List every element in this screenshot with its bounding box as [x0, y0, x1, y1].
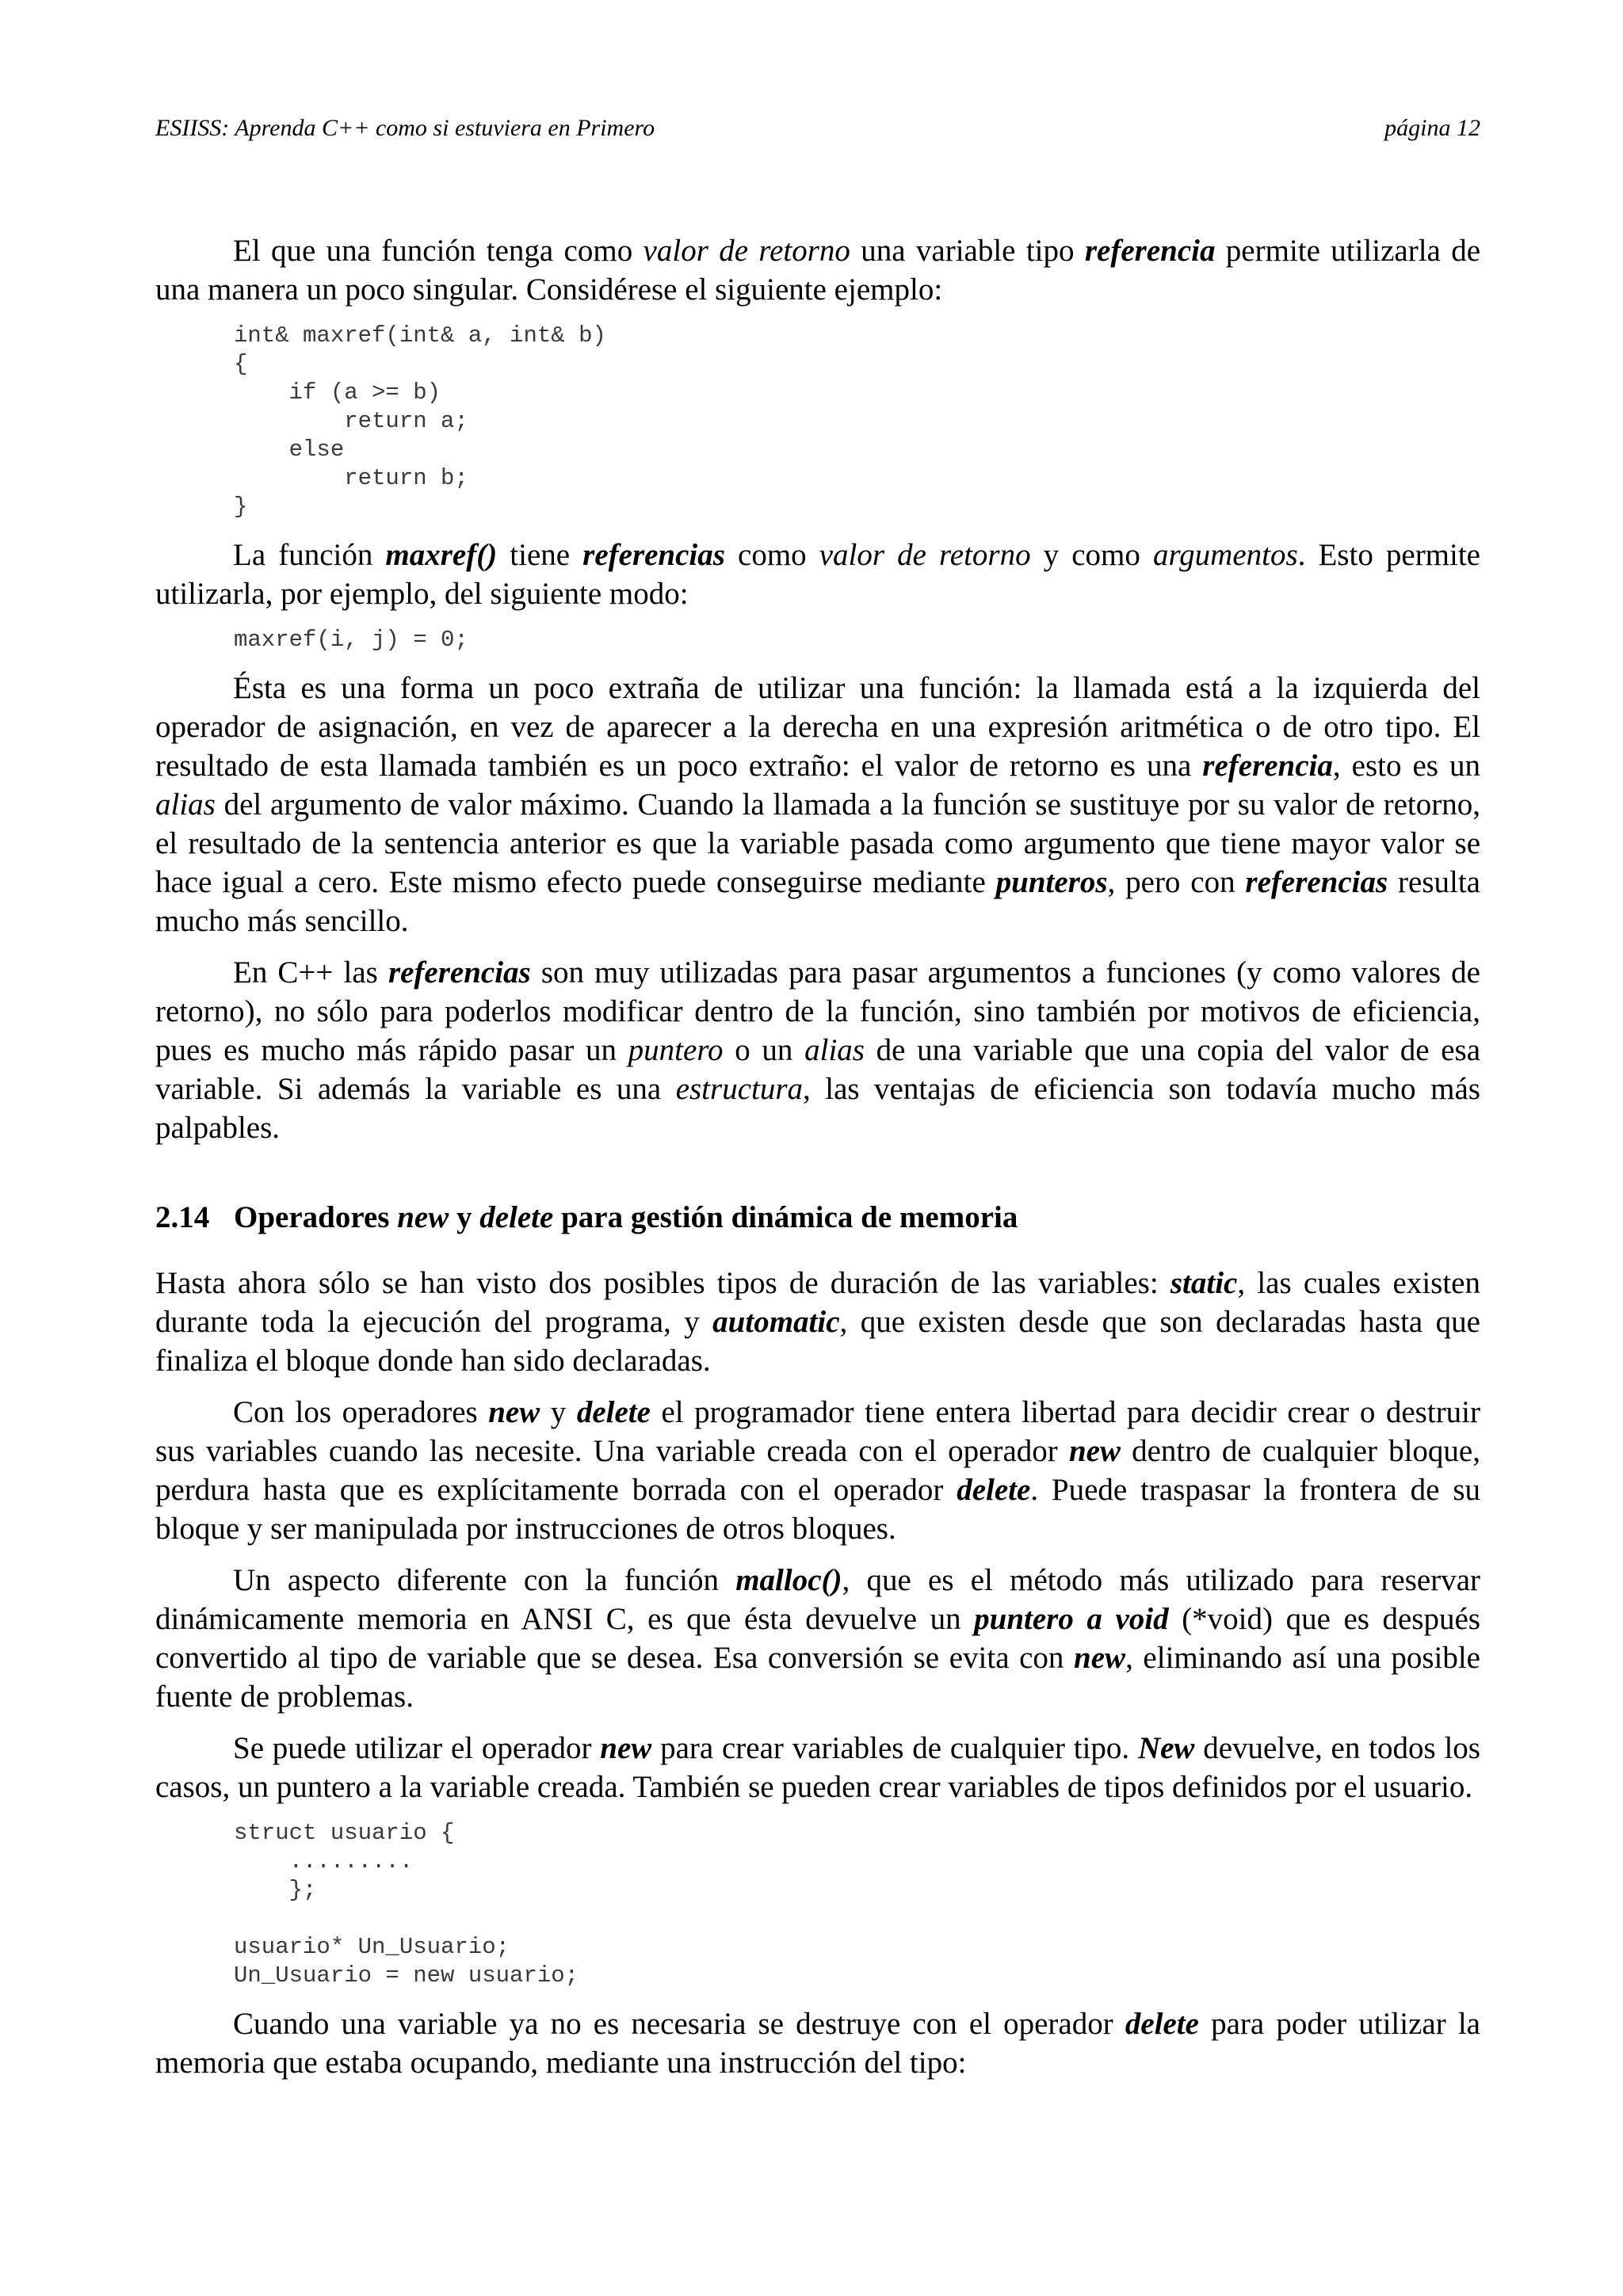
emphasis: valor de retorno: [819, 538, 1031, 572]
text: , las ventajas de eficiencia son todavía mucho más palpables.: [155, 1072, 1480, 1145]
page-body: [155, 231, 1480, 2095]
text: En C++ las: [233, 955, 388, 990]
emphasis: valor de retorno: [643, 234, 850, 268]
keyword: puntero a void: [974, 1602, 1169, 1636]
paragraph-forma-extrana: [155, 669, 1480, 940]
keyword: referencias: [388, 955, 531, 990]
text: , las cuales existen durante toda la ejecución del programa, y: [155, 1266, 1480, 1339]
emphasis: delete: [479, 1200, 554, 1234]
paragraph-referencia-retorno: [155, 231, 1480, 309]
text: y: [540, 1395, 577, 1429]
keyword: referencia: [1202, 749, 1333, 783]
code-block-maxref-call: maxref(i, j) = 0;: [234, 627, 468, 653]
keyword: new: [1068, 1434, 1121, 1468]
keyword: new: [1074, 1641, 1126, 1675]
header-title: ESIISS: Aprenda C++ como si estuviera en Primero: [155, 115, 655, 141]
text: Ésta es una forma un poco extraña de utilizar una función: la llamada está a la izquierda del operador de asignación, en vez de aparecer a la derecha en una expresión aritmética o de otro tipo. El resultado de esta llamada también es un poco extraño: el valor de retorno es una: [155, 671, 1480, 783]
section-number: 2.14: [155, 1200, 210, 1234]
keyword: new: [488, 1395, 540, 1429]
emphasis: puntero: [628, 1033, 724, 1067]
text: para crear variables de cualquier tipo.: [651, 1731, 1138, 1765]
emphasis: alias: [155, 788, 216, 822]
paragraph-maxref: [155, 536, 1480, 613]
text: permite utilizarla de una manera un poco singular. Considérese el siguiente ejemplo:: [155, 234, 1481, 307]
text: , esto es un: [1332, 749, 1480, 783]
emphasis: new: [397, 1200, 449, 1234]
keyword: malloc(): [735, 1563, 842, 1597]
text: Un aspecto diferente con la función: [233, 1563, 736, 1597]
text: del argumento de valor máximo. Cuando la llamada a la función se sustituye por su valor de retorno, el resultado de la sentencia anterior es que la variable pasada como argumento que tiene mayor valor se hace igual a cero. Este mismo efecto puede conseguirse mediante: [155, 788, 1480, 899]
keyword: delete: [1125, 2007, 1199, 2041]
text: una variable tipo: [850, 234, 1085, 268]
text: y como: [1030, 538, 1153, 572]
text: para poder utilizar la memoria que estaba ocupando, mediante una instrucción del tipo:: [155, 2007, 1480, 2080]
text: , que es el método más utilizado para reservar dinámicamente memoria en ANSI C, es que ésta devuelve un: [155, 1563, 1480, 1636]
text: como: [724, 538, 819, 572]
keyword: referencias: [582, 538, 725, 572]
text: Hasta ahora sólo se han visto dos posibles tipos de duración de las variables:: [155, 1266, 1170, 1300]
section-heading: [155, 1198, 1480, 1237]
emphasis: estructura: [675, 1072, 804, 1106]
keyword: punteros: [995, 865, 1108, 899]
text: de una variable que una copia del valor de esa variable. Si además la variable es una: [155, 1033, 1481, 1106]
text: resulta mucho más sencillo.: [155, 865, 1480, 938]
text: Con los operadores: [233, 1395, 489, 1429]
keyword: referencia: [1084, 234, 1216, 268]
header-page-number: página 12: [1384, 115, 1480, 141]
code-block-maxref: int& maxref(int& a, int& b) { if (a >= b) return a; else return b; }: [234, 322, 606, 520]
text: tiene: [497, 538, 583, 572]
text: La función: [233, 538, 386, 572]
keyword: new: [600, 1731, 652, 1765]
text: son muy utilizadas para pasar argumentos a funciones (y como valores de retorno), no sólo para poderlos modificar dentro de la función, sino también por motivos de eficiencia, pues es mucho más rápido pasar un: [155, 955, 1480, 1067]
emphasis: argumentos: [1152, 538, 1298, 572]
paragraph-referencias-cpp: [155, 953, 1480, 1147]
text: devuelve, en todos los casos, un puntero a la variable creada. También se pueden crear variables de tipos definidos por el usuario.: [155, 1731, 1480, 1804]
text: (*void) que es después convertido al tipo de variable que se desea. Esa conversión se evita con: [155, 1602, 1480, 1675]
text: Operadores: [234, 1200, 398, 1234]
text: , que existen desde que son declaradas hasta que finaliza el bloque donde han sido declaradas.: [155, 1305, 1480, 1378]
keyword: static: [1170, 1266, 1238, 1300]
paragraph-duracion-variables: [155, 1264, 1480, 1380]
keyword: New: [1137, 1731, 1195, 1765]
paragraph-new-delete: [155, 1393, 1480, 1548]
text: Cuando una variable ya no es necesaria se destruye con el operador: [233, 2007, 1125, 2041]
text: . Puede traspasar la frontera de su bloque y ser manipulada por instrucciones de otros bloques.: [155, 1473, 1480, 1546]
text: dentro de cualquier bloque, perdura hasta que es explícitamente borrada con el operador: [155, 1434, 1480, 1507]
emphasis: alias: [804, 1033, 865, 1067]
page-header: [155, 111, 1480, 146]
keyword: delete: [957, 1473, 1031, 1507]
text: , pero con: [1107, 865, 1246, 899]
keyword: maxref(): [385, 538, 498, 572]
text: o un: [723, 1033, 805, 1067]
keyword: automatic: [712, 1305, 840, 1339]
paragraph-operador-delete: [155, 2004, 1480, 2082]
text: Se puede utilizar el operador: [233, 1731, 601, 1765]
paragraph-operador-new: [155, 1729, 1480, 1806]
keyword: delete: [576, 1395, 651, 1429]
text: , eliminando así una posible fuente de problemas.: [155, 1641, 1480, 1714]
text: para gestión dinámica de memoria: [553, 1200, 1018, 1234]
paragraph-malloc: [155, 1561, 1480, 1716]
text: El que una función tenga como: [233, 234, 643, 268]
code-block-struct-usuario: struct usuario { ......... }; usuario* Un_Usuario; Un_Usuario = new usuario;: [234, 1820, 579, 1989]
text: y: [449, 1200, 480, 1234]
keyword: referencias: [1245, 865, 1388, 899]
text: . Esto permite utilizarla, por ejemplo, del siguiente modo:: [155, 538, 1480, 611]
text: el programador tiene entera libertad para decidir crear o destruir sus variables cuando las necesite. Una variable creada con el operador: [155, 1395, 1481, 1468]
